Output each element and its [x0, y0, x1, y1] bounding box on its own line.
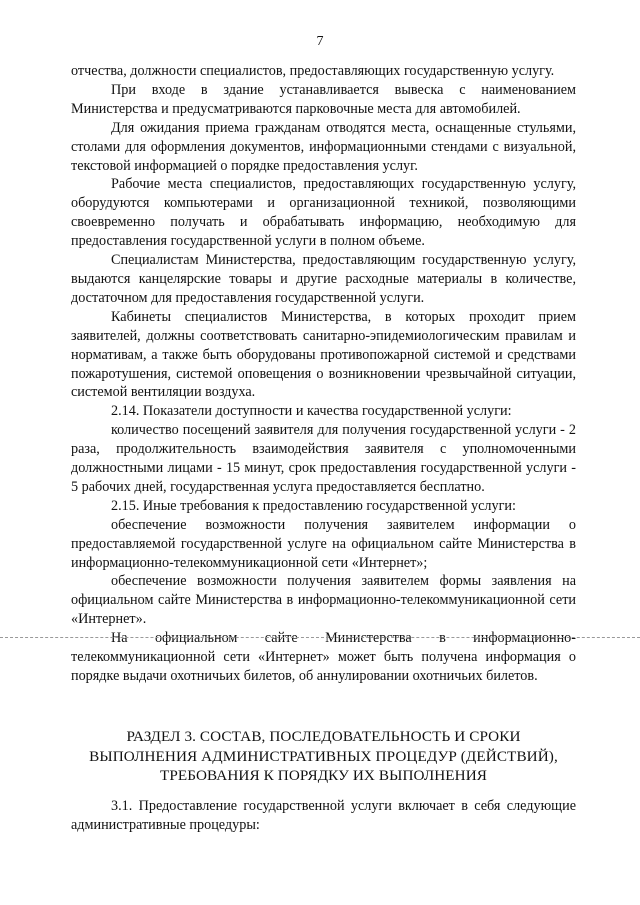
paragraph: отчества, должности специалистов, предоставляющих государственную услугу. — [71, 63, 555, 79]
section-heading-line: ВЫПОЛНЕНИЯ АДМИНИСТРАТИВНЫХ ПРОЦЕДУР (ДЕЙСТВИЙ), — [89, 747, 558, 765]
paragraph: На официальном сайте Министерства в информационно-телекоммуникационной сети «Интернет» может быть получена информация о порядке выдачи охотничьих билетов, об аннулировании охотничьих билетов. — [71, 630, 576, 684]
page-number: 7 — [316, 34, 324, 49]
paragraph: Специалистам Министерства, предоставляющим государственную услугу, выдаются канцелярские товары и другие расходные материалы в количестве, достаточном для предоставления государственной услуги. — [71, 252, 576, 306]
paragraph: Рабочие места специалистов, предоставляющих государственную услугу, оборудуются компьютерами и организационной техникой, позволяющими своевременно получать и обрабатывать информацию, необходимую для предоставления государственной услуги в полном объеме. — [71, 176, 576, 250]
paragraph: количество посещений заявителя для получения государственной услуги - 2 раза, продолжительность взаимодействия заявителя с уполномоченными должностными лицами - 15 минут, срок предоставления государственной услуги - 5 рабочих дней, государственная услуга предоставляется бесплатно. — [71, 422, 576, 495]
paragraph: 2.15. Иные требования к предоставлению государственной услуги: — [111, 497, 516, 514]
paragraph: 3.1. Предоставление государственной услуги включает в себя следующие административные процедуры: — [71, 798, 576, 833]
section-intro — [71, 797, 576, 835]
section-heading-line: ТРЕБОВАНИЯ К ПОРЯДКУ ИХ ВЫПОЛНЕНИЯ — [159, 767, 488, 784]
paragraph: 2.14. Показатели доступности и качества государственной услуги: — [111, 403, 512, 420]
paragraph: Кабинеты специалистов Министерства, в которых проходит прием заявителей, должны соответствовать санитарно-эпидемиологическим правилам и нормативам, а также быть оборудованы противопожарной системой и средствами пожаротушения, системой оповещения о возникновении чрезвычайной ситуации, системой вентиляции воздуха. — [71, 308, 576, 401]
paragraph: обеспечение возможности получения заявителем информации о предоставляемой государственной услуге на официальном сайте Министерства в информационно-телекоммуникационной сети «Интернет»; — [71, 516, 576, 571]
paragraph: Для ожидания приема гражданам отводятся места, оснащенные стульями, столами для оформления документов, информационными стендами с визуальной, текстовой информацией о порядке предоставления услуг. — [71, 119, 576, 174]
section-heading — [71, 727, 576, 786]
document-body — [71, 62, 576, 686]
paragraph: обеспечение возможности получения заявителем формы заявления на официальном сайте Министерства в информационно-телекоммуникационной сети «Интернет». — [71, 573, 576, 628]
section-heading-line: РАЗДЕЛ 3. СОСТАВ, ПОСЛЕДОВАТЕЛЬНОСТЬ И СРОКИ — [126, 728, 521, 745]
paragraph: При входе в здание устанавливается вывеска с наименованием Министерства и предусматриваются парковочные места для автомобилей. — [71, 81, 576, 117]
scan-fold-line — [0, 637, 640, 638]
